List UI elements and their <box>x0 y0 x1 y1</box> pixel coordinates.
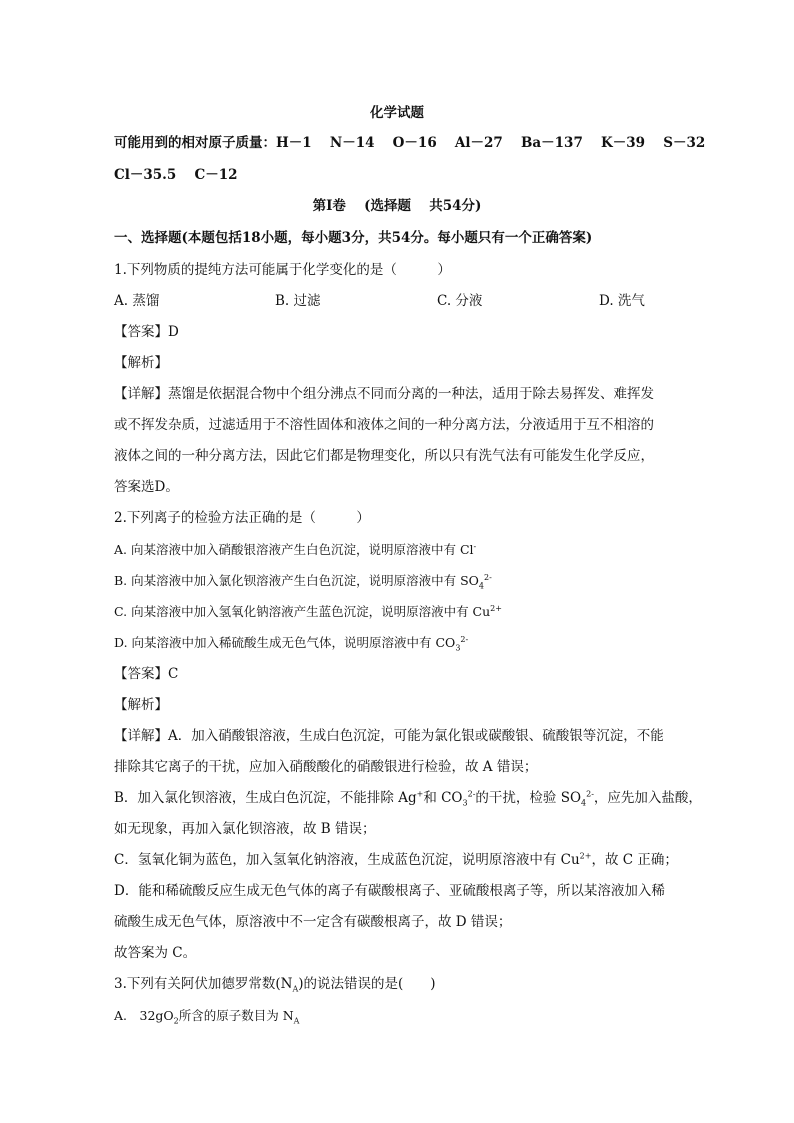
q2-option-b: B. 向某溶液中加入氯化钡溶液产生白色沉淀，说明原溶液中有 $SO_4^{2-}$ <box>114 572 492 591</box>
q2-detail-line: C．氢氧化铜为蓝色，加入氢氧化钠溶液，生成蓝色沉淀，说明原溶液中有 $Cu^{2+}$，故 C 正确； <box>114 851 678 868</box>
q1-option-d: D. 洗气 <box>599 293 645 309</box>
q2-stem: 2.下列离子的检验方法正确的是（ ） <box>114 510 370 526</box>
q2-option-a: A. 向某溶液中加入硝酸银溶液产生白色沉淀，说明原溶液中有 Cl- <box>114 541 477 557</box>
q1-option-c: C. 分液 <box>437 293 483 309</box>
q1-detail-line: 答案选D。 <box>114 479 179 495</box>
q3-option-a: A. $32gO_2$所含的原子数目为 $N_A$ <box>114 1008 300 1026</box>
q2-detail-line: D．能和稀硫酸反应生成无色气体的离子有碳酸根离子、亚硫酸根离子等，所以某溶液加入稀 <box>114 883 665 899</box>
q2-option-c: C. 向某溶液中加入氢氧化钠溶液产生蓝色沉淀，说明原溶液中有 $Cu^{2+}$ <box>114 603 502 619</box>
q2-answer: 【答案】C <box>114 666 179 682</box>
page-title: 化学试题 <box>370 105 424 121</box>
part-header: 一、选择题(本题包括18小题，每小题3分，共54分。每小题只有一个正确答案) <box>114 230 593 246</box>
q1-detail-line: 或不挥发杂质，过滤适用于不溶性固体和液体之间的一种分离方法，分液适用于互不相溶的 <box>114 417 654 433</box>
q2-option-d: D. 向某溶液中加入稀硫酸生成无色气体，说明原溶液中有 $CO_3^{2-}$ <box>114 634 469 653</box>
q2-detail-line: B．加入氯化钡溶液，生成白色沉淀，不能排除 Ag+和 $CO_3^{2-}$的干扰，检验 $SO_4^{2-}$，应先加入盐酸， <box>114 789 702 808</box>
q2-detail-line: 如无现象，再加入氯化钡溶液，故 B 错误； <box>114 821 376 837</box>
q3-stem: 3.下列有关阿伏加德罗常数$(N_A)$的说法错误的是( ) <box>114 976 436 994</box>
q1-detail-line: 【详解】蒸馏是依据混合物中个组分沸点不同而分离的一种法，适用于除去易挥发、难挥发 <box>114 386 654 402</box>
q2-analysis-label: 【解析】 <box>114 697 168 713</box>
q1-analysis-label: 【解析】 <box>114 355 168 371</box>
atomic-mass-line-2: Cl－35.5 C－12 <box>114 167 238 183</box>
atomic-mass-line-1: 可能用到的相对原子质量：H－1 N－14 O－16 Al－27 Ba－137 K－39 S－32 <box>114 135 706 151</box>
section-header: 第Ⅰ卷 (选择题 共54分) <box>312 198 482 214</box>
q1-stem: 1.下列物质的提纯方法可能属于化学变化的是（ ） <box>114 262 451 278</box>
q1-detail-line: 液体之间的一种分离方法，因此它们都是物理变化，所以只有洗气法有可能发生化学反应， <box>114 448 654 464</box>
q2-detail-line: 故答案为 C。 <box>114 945 197 961</box>
q1-option-a: A. 蒸馏 <box>114 293 160 309</box>
q1-option-b: B. 过滤 <box>275 293 321 309</box>
q2-detail-line: 排除其它离子的干扰，应加入硝酸酸化的硝酸银进行检验，故 A 错误； <box>114 759 538 775</box>
q2-detail-line: 硫酸生成无色气体，原溶液中不一定含有碳酸根离子，故 D 错误； <box>114 914 512 930</box>
q1-answer: 【答案】D <box>114 324 179 340</box>
q2-detail-line: 【详解】A．加入硝酸银溶液，生成白色沉淀，可能为氯化银或碳酸银、硫酸银等沉淀，不能 <box>114 728 664 744</box>
